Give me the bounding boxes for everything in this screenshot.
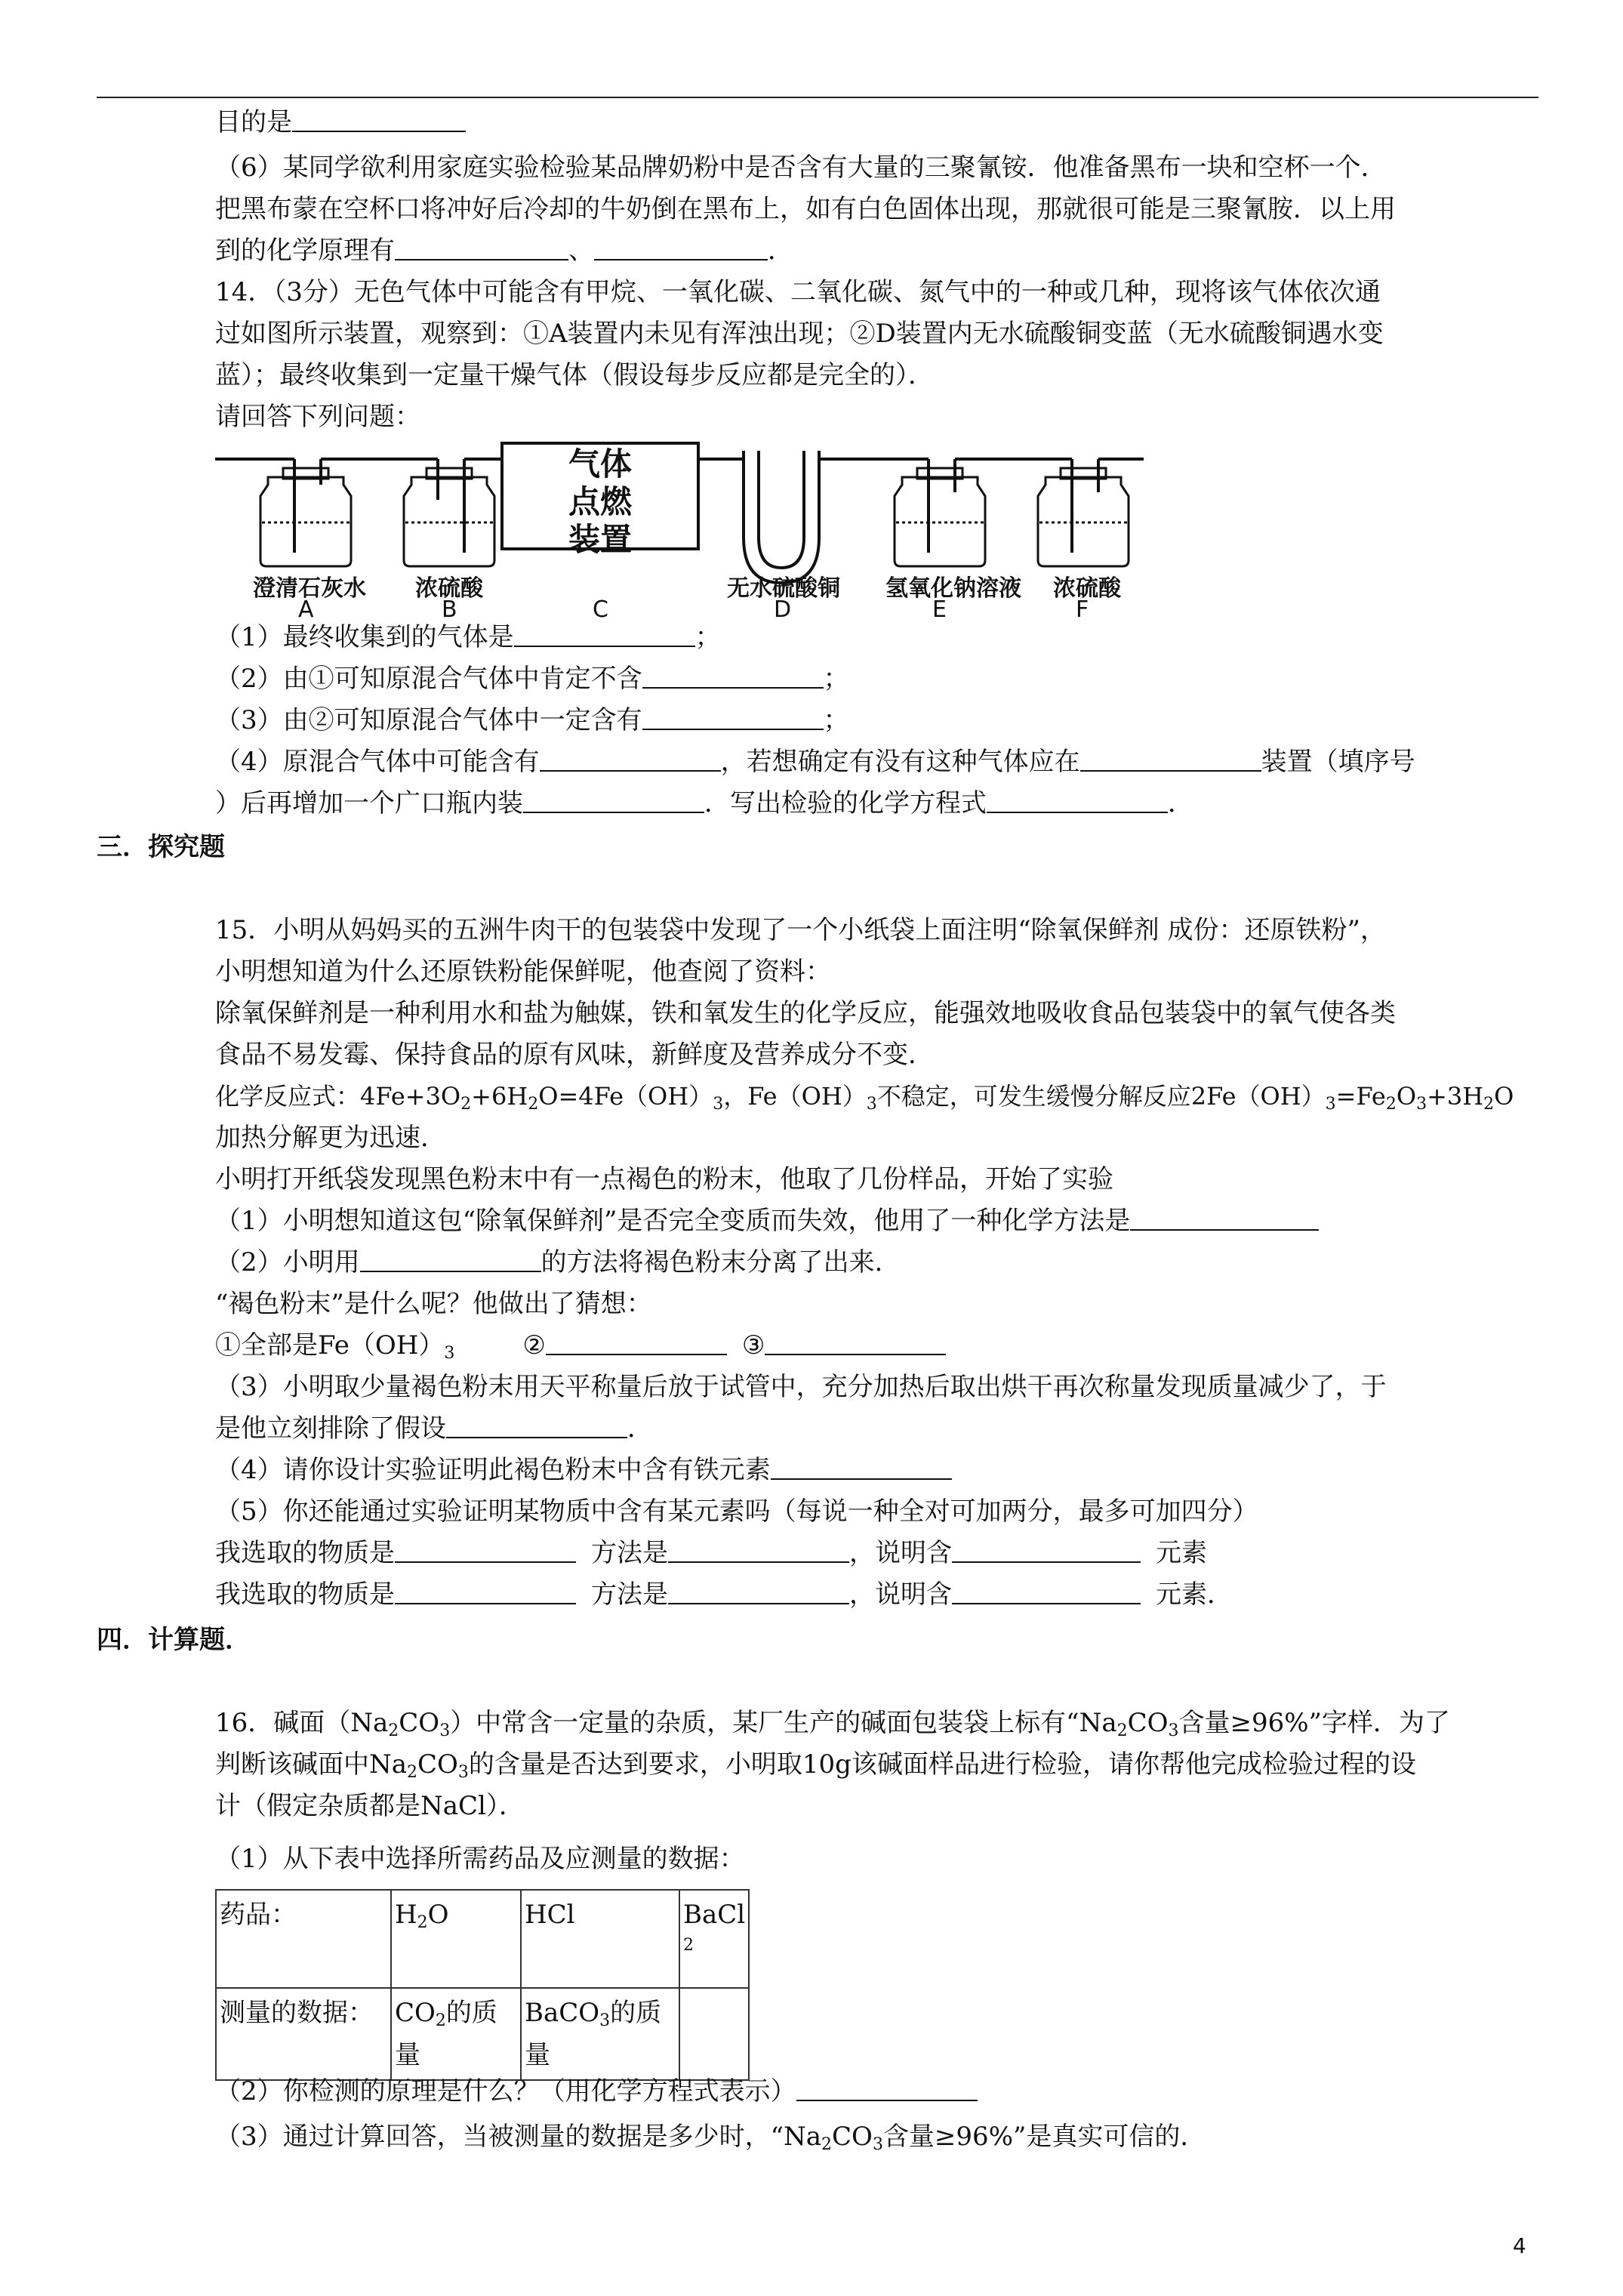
q15-a5: （5）你还能通过实验证明某物质中含有某元素吗（每说一种全对可加两分，最多可加四分） [215,1496,1258,1527]
answer-blank[interactable] [1080,747,1261,772]
table-cell [679,1988,749,2080]
table-cell: HCl [521,1890,679,1988]
answer-blank[interactable] [395,1580,576,1604]
q15-a3-line2: 是他立刻排除了假设 ． [215,1413,653,1444]
table-row [216,1890,749,1988]
q16-a3: （3）通过计算回答，当被测量的数据是多少时，“$Na_2CO_3$含量≥96%”是真实可信的． [215,2122,1206,2154]
answer-blank[interactable] [360,1248,541,1272]
answer-blank[interactable] [540,747,721,772]
q15-a4: （4）请你设计实验证明此褐色粉末中含有铁元素 [215,1453,952,1487]
letter-f: F [1076,596,1089,623]
q15-a3-line1: （3）小明取少量褐色粉末用天平称量后放于试管中，充分加热后取出烘干再次称量发现质量减少了，于 [215,1372,1387,1402]
q15-line4: 食品不易发霉、保持食品的原有风味，新鲜度及营养成分不变． [215,1040,934,1070]
reagent-table [215,1889,750,2081]
table-cell: $CO_2$的质 量 [391,1988,521,2080]
answer-blank[interactable] [952,1539,1141,1563]
table-cell: $H_2O$ [391,1890,521,1988]
answer-blank[interactable] [668,1580,849,1604]
q14-line3: 蓝）；最终收集到一定量干燥气体（假设每步反应都是完全的）． [215,360,934,390]
q14-a2: （2）由①可知原混合气体中肯定不含 ； [215,664,849,694]
label-f: 浓硫酸 [1053,575,1121,602]
q14-line1: 14．（3分）无色气体中可能含有甲烷、一氧化碳、二氧化碳、氮气中的一种或几种，现将该气体依次通 [215,277,1381,307]
q16-line2: 判断该碱面中$Na_2CO_3$的含量是否达到要求，小明取10g该碱面样品进行检验，请你帮他完成检验过程的设 [215,1749,1416,1782]
c-box-label: 气体 点燃 装置 [568,445,632,558]
answer-blank[interactable] [642,706,824,730]
answer-blank[interactable] [1130,1207,1319,1231]
q13-purpose-line: 目的是 [215,106,466,139]
answer-blank[interactable] [796,2077,978,2101]
apparatus-diagram [215,439,1166,628]
answer-blank[interactable] [594,236,768,260]
answer-blank[interactable] [395,236,568,260]
answer-blank[interactable] [987,789,1168,813]
q15-guesses: ①全部是$Fe(OH)_3$ ② ③ [215,1329,946,1362]
q14-a4-line2: ）后再增加一个广口瓶内装 ．写出检验的化学方程式 ． [215,788,1193,818]
table-cell: BaCl 2 [679,1890,749,1988]
page-number: 4 [1513,2233,1526,2258]
answer-blank[interactable] [642,664,824,689]
letter-c: C [593,596,608,623]
label-b: 浓硫酸 [415,575,483,602]
answer-blank[interactable] [952,1580,1141,1604]
q13-p6-line2: 把黑布蒙在空杯口将冲好后冷却的牛奶倒在黑布上，如有白色固体出现，那就很可能是三聚氰胺．以上用 [215,194,1396,224]
q16-a1: （1）从下表中选择所需药品及应测量的数据： [215,1844,745,1874]
q15-select-line1: 我选取的物质是 方法是 ，说明含 元素 [215,1538,1207,1568]
answer-blank[interactable] [771,1456,952,1480]
answer-blank[interactable] [668,1539,849,1563]
letter-d: D [774,596,792,623]
q16-line3: 计（假定杂质都是NaCl）． [215,1791,525,1821]
table-cell: BaCO$_3$的质 量 [521,1988,679,2080]
letter-a: A [298,596,314,623]
q15-a2-guess-intro: “褐色粉末”是什么呢？他做出了猜想： [215,1289,652,1319]
q15-line3: 除氧保鲜剂是一种利用水和盐为触媒，铁和氧发生的化学反应，能强效地吸收食品包装袋中的氧气使各类 [215,998,1396,1028]
q15-line7: 小明打开纸袋发现黑色粉末中有一点褐色的粉末，他取了几份样品，开始了实验 [215,1164,1113,1194]
table-cell: 测量的数据： [216,1988,391,2080]
q14-a1: （1）最终收集到的气体是 ； [215,622,721,652]
q14-line4: 请回答下列问题： [215,402,420,432]
q16-a2: （2）你检测的原理是什么？（用化学方程式表示） [215,2075,978,2108]
q15-equation-line: 化学反应式：$4Fe+3O_2+6H_2O=4Fe(OH)_3$，$Fe(OH)_3$不稳定，可发生缓慢分解反应$2Fe(OH)_3=Fe_2O_3+3H_2O$ [215,1082,1514,1114]
header-rule [97,97,1538,98]
q16-line1: 16．碱面$(Na_2CO_3)$中常含一定量的杂质，某厂生产的碱面包装袋上标有“$Na_2CO_3$含量≥96%”字样．为了 [215,1708,1450,1740]
letter-b: B [442,596,457,623]
answer-blank[interactable] [395,1539,576,1563]
table-cell: 药品： [216,1890,391,1988]
section-3-heading: 三．探究题 [97,832,225,862]
table-row [216,1988,749,2080]
label-e: 氢氧化钠溶液 [885,575,1021,602]
letter-e: E [932,596,947,623]
q14-a3: （3）由②可知原混合气体中一定含有 ； [215,705,849,735]
label-a: 澄清石灰水 [253,575,366,602]
q13-p6-line1: （6）某同学欲利用家庭实验检验某品牌奶粉中是否含有大量的三聚氰铵．他准备黑布一块和空杯一个． [215,153,1387,183]
q14-a4-line1: （4）原混合气体中可能含有 ，若想确定有没有这种气体应在 装置（填序号 [215,747,1415,777]
label-d: 无水硫酸铜 [727,575,840,602]
q15-line6: 加热分解更为迅速． [215,1123,446,1153]
q15-line1: 15．小明从妈妈买的五洲牛肉干的包装袋中发现了一个小纸袋上面注明“除氧保鲜剂 成份：还原铁粉”， [215,915,1386,945]
q15-line2: 小明想知道为什么还原铁粉能保鲜呢，他查阅了资料： [215,957,831,987]
answer-blank[interactable] [446,1414,627,1438]
q14-line2: 过如图所示装置，观察到：①A装置内未见有浑浊出现；②D装置内无水硫酸铜变蓝（无水硫酸铜遇水变 [215,319,1384,349]
q15-a1: （1）小明想知道这包“除氧保鲜剂”是否完全变质而失效，他用了一种化学方法是 [215,1204,1319,1237]
answer-blank[interactable] [546,1331,727,1355]
q15-select-line2: 我选取的物质是 方法是 ，说明含 元素． [215,1579,1233,1610]
answer-blank[interactable] [765,1331,946,1355]
section-4-heading: 四．计算题． [97,1625,251,1655]
answer-blank[interactable] [292,108,466,132]
answer-blank[interactable] [523,789,704,813]
answer-blank[interactable] [514,623,695,647]
q13-p6-line3: 到的化学原理有 、 ． [215,236,793,266]
q15-a2: （2）小明用 的方法将褐色粉末分离了出来． [215,1247,901,1277]
